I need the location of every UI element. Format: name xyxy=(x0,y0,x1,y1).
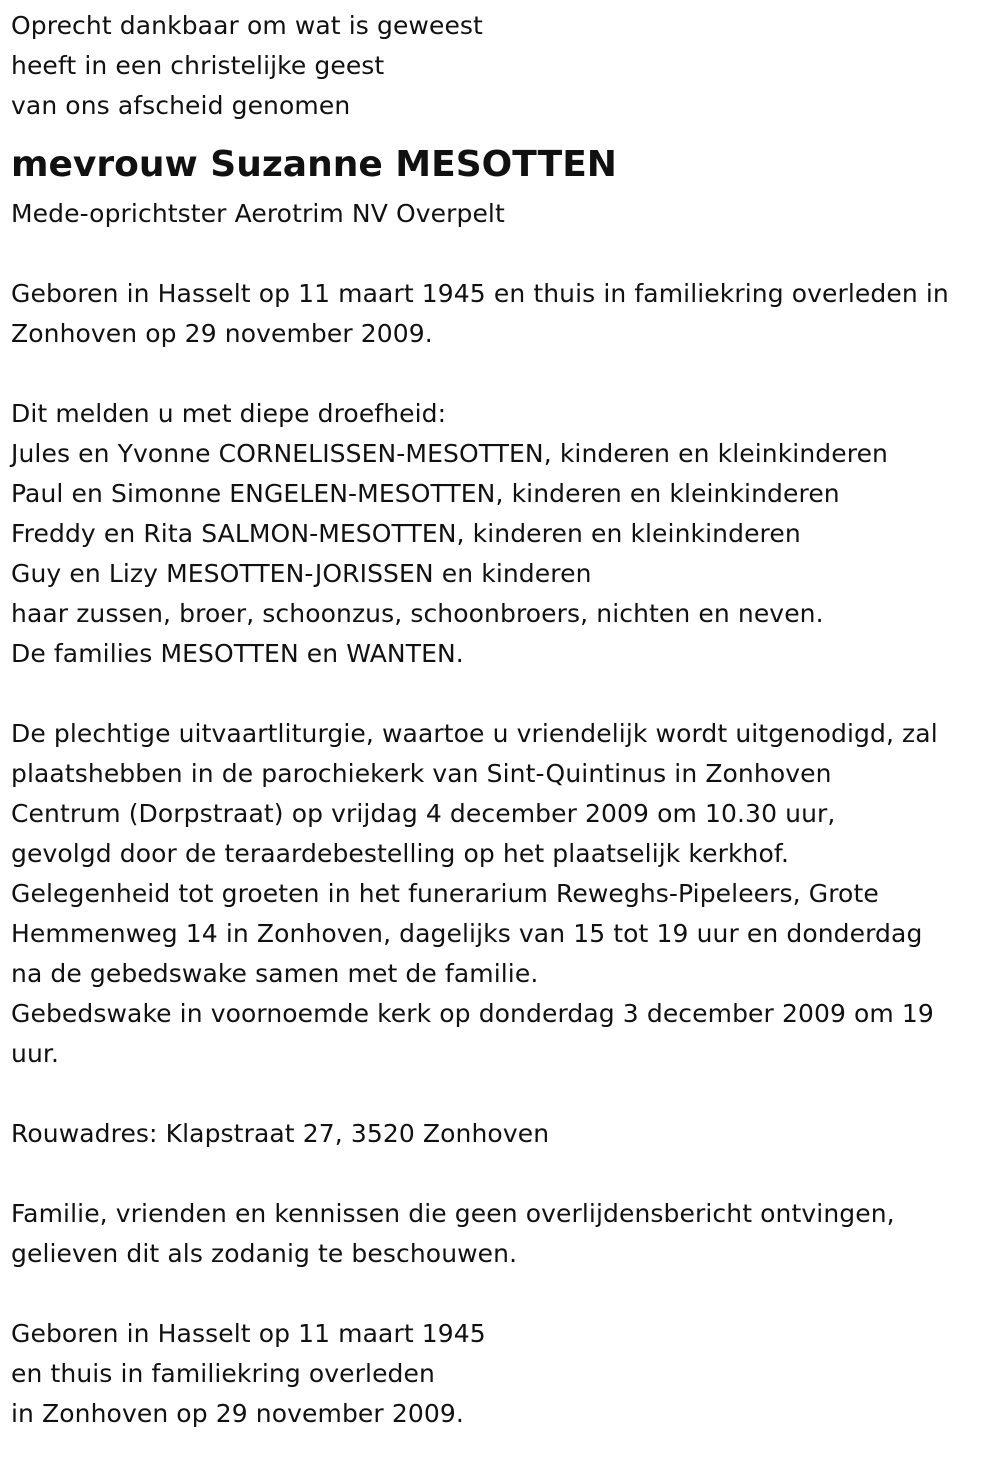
funeral-line: Gelegenheid tot groeten in het funerarium Reweghs-Pipeleers, Grote xyxy=(11,879,879,908)
spacer xyxy=(11,1274,996,1314)
funeral-line: Hemmenweg 14 in Zonhoven, dagelijks van 15 tot 19 uur en donderdag xyxy=(11,919,923,948)
spacer xyxy=(11,234,996,274)
notice-line: gelieven dit als zodanig te beschouwen. xyxy=(11,1239,518,1268)
deceased-name: mevrouw Suzanne MESOTTEN xyxy=(11,144,617,185)
notice-paragraph xyxy=(11,1194,996,1274)
mourners-heading: Dit melden u met diepe droefheid: xyxy=(11,399,447,428)
mourner-line: Paul en Simonne ENGELEN-MESOTTEN, kinderen en kleinkinderen xyxy=(11,479,840,508)
mourner-line: Freddy en Rita SALMON-MESOTTEN, kinderen en kleinkinderen xyxy=(11,519,801,548)
intro-line: heeft in een christelijke geest xyxy=(11,51,385,80)
mourner-line: Guy en Lizy MESOTTEN-JORISSEN en kinderen xyxy=(11,559,592,588)
closing-line: in Zonhoven op 29 november 2009. xyxy=(11,1399,464,1428)
birth-death-paragraph xyxy=(11,274,996,354)
funeral-line: Gebedswake in voornoemde kerk op donderdag 3 december 2009 om 19 xyxy=(11,999,934,1028)
intro-line: Oprecht dankbaar om wat is geweest xyxy=(11,11,483,40)
obituary-document xyxy=(11,6,996,1434)
mourner-line: haar zussen, broer, schoonzus, schoonbroers, nichten en neven. xyxy=(11,599,824,628)
funeral-line: na de gebedswake samen met de familie. xyxy=(11,959,539,988)
spacer xyxy=(11,354,996,394)
closing-line: en thuis in familiekring overleden xyxy=(11,1359,435,1388)
funeral-line: De plechtige uitvaartliturgie, waartoe u vriendelijk wordt uitgenodigd, zal xyxy=(11,719,938,748)
mourner-line: De families MESOTTEN en WANTEN. xyxy=(11,639,464,668)
funeral-details xyxy=(11,714,996,1074)
closing-line: Geboren in Hasselt op 11 maart 1945 xyxy=(11,1319,486,1348)
notice-line: Familie, vrienden en kennissen die geen overlijdensbericht ontvingen, xyxy=(11,1199,895,1228)
spacer xyxy=(11,1074,996,1114)
spacer xyxy=(11,674,996,714)
paragraph-line: Zonhoven op 29 november 2009. xyxy=(11,319,433,348)
funeral-line: gevolgd door de teraardebestelling op het plaatselijk kerkhof. xyxy=(11,839,790,868)
closing-verse xyxy=(11,1314,996,1434)
paragraph-line: Geboren in Hasselt op 11 maart 1945 en thuis in familiekring overleden in xyxy=(11,279,949,308)
mourners-section xyxy=(11,394,996,674)
intro-line: van ons afscheid genomen xyxy=(11,91,351,120)
funeral-line: plaatshebben in de parochiekerk van Sint-Quintinus in Zonhoven xyxy=(11,759,832,788)
funeral-line: Centrum (Dorpstraat) op vrijdag 4 december 2009 om 10.30 uur, xyxy=(11,799,836,828)
deceased-title: Mede-oprichtster Aerotrim NV Overpelt xyxy=(11,199,505,228)
funeral-line: uur. xyxy=(11,1039,60,1068)
mourning-address: Rouwadres: Klapstraat 27, 3520 Zonhoven xyxy=(11,1119,550,1148)
spacer xyxy=(11,1154,996,1194)
mourner-line: Jules en Yvonne CORNELISSEN-MESOTTEN, kinderen en kleinkinderen xyxy=(11,439,888,468)
intro-verse xyxy=(11,6,996,126)
